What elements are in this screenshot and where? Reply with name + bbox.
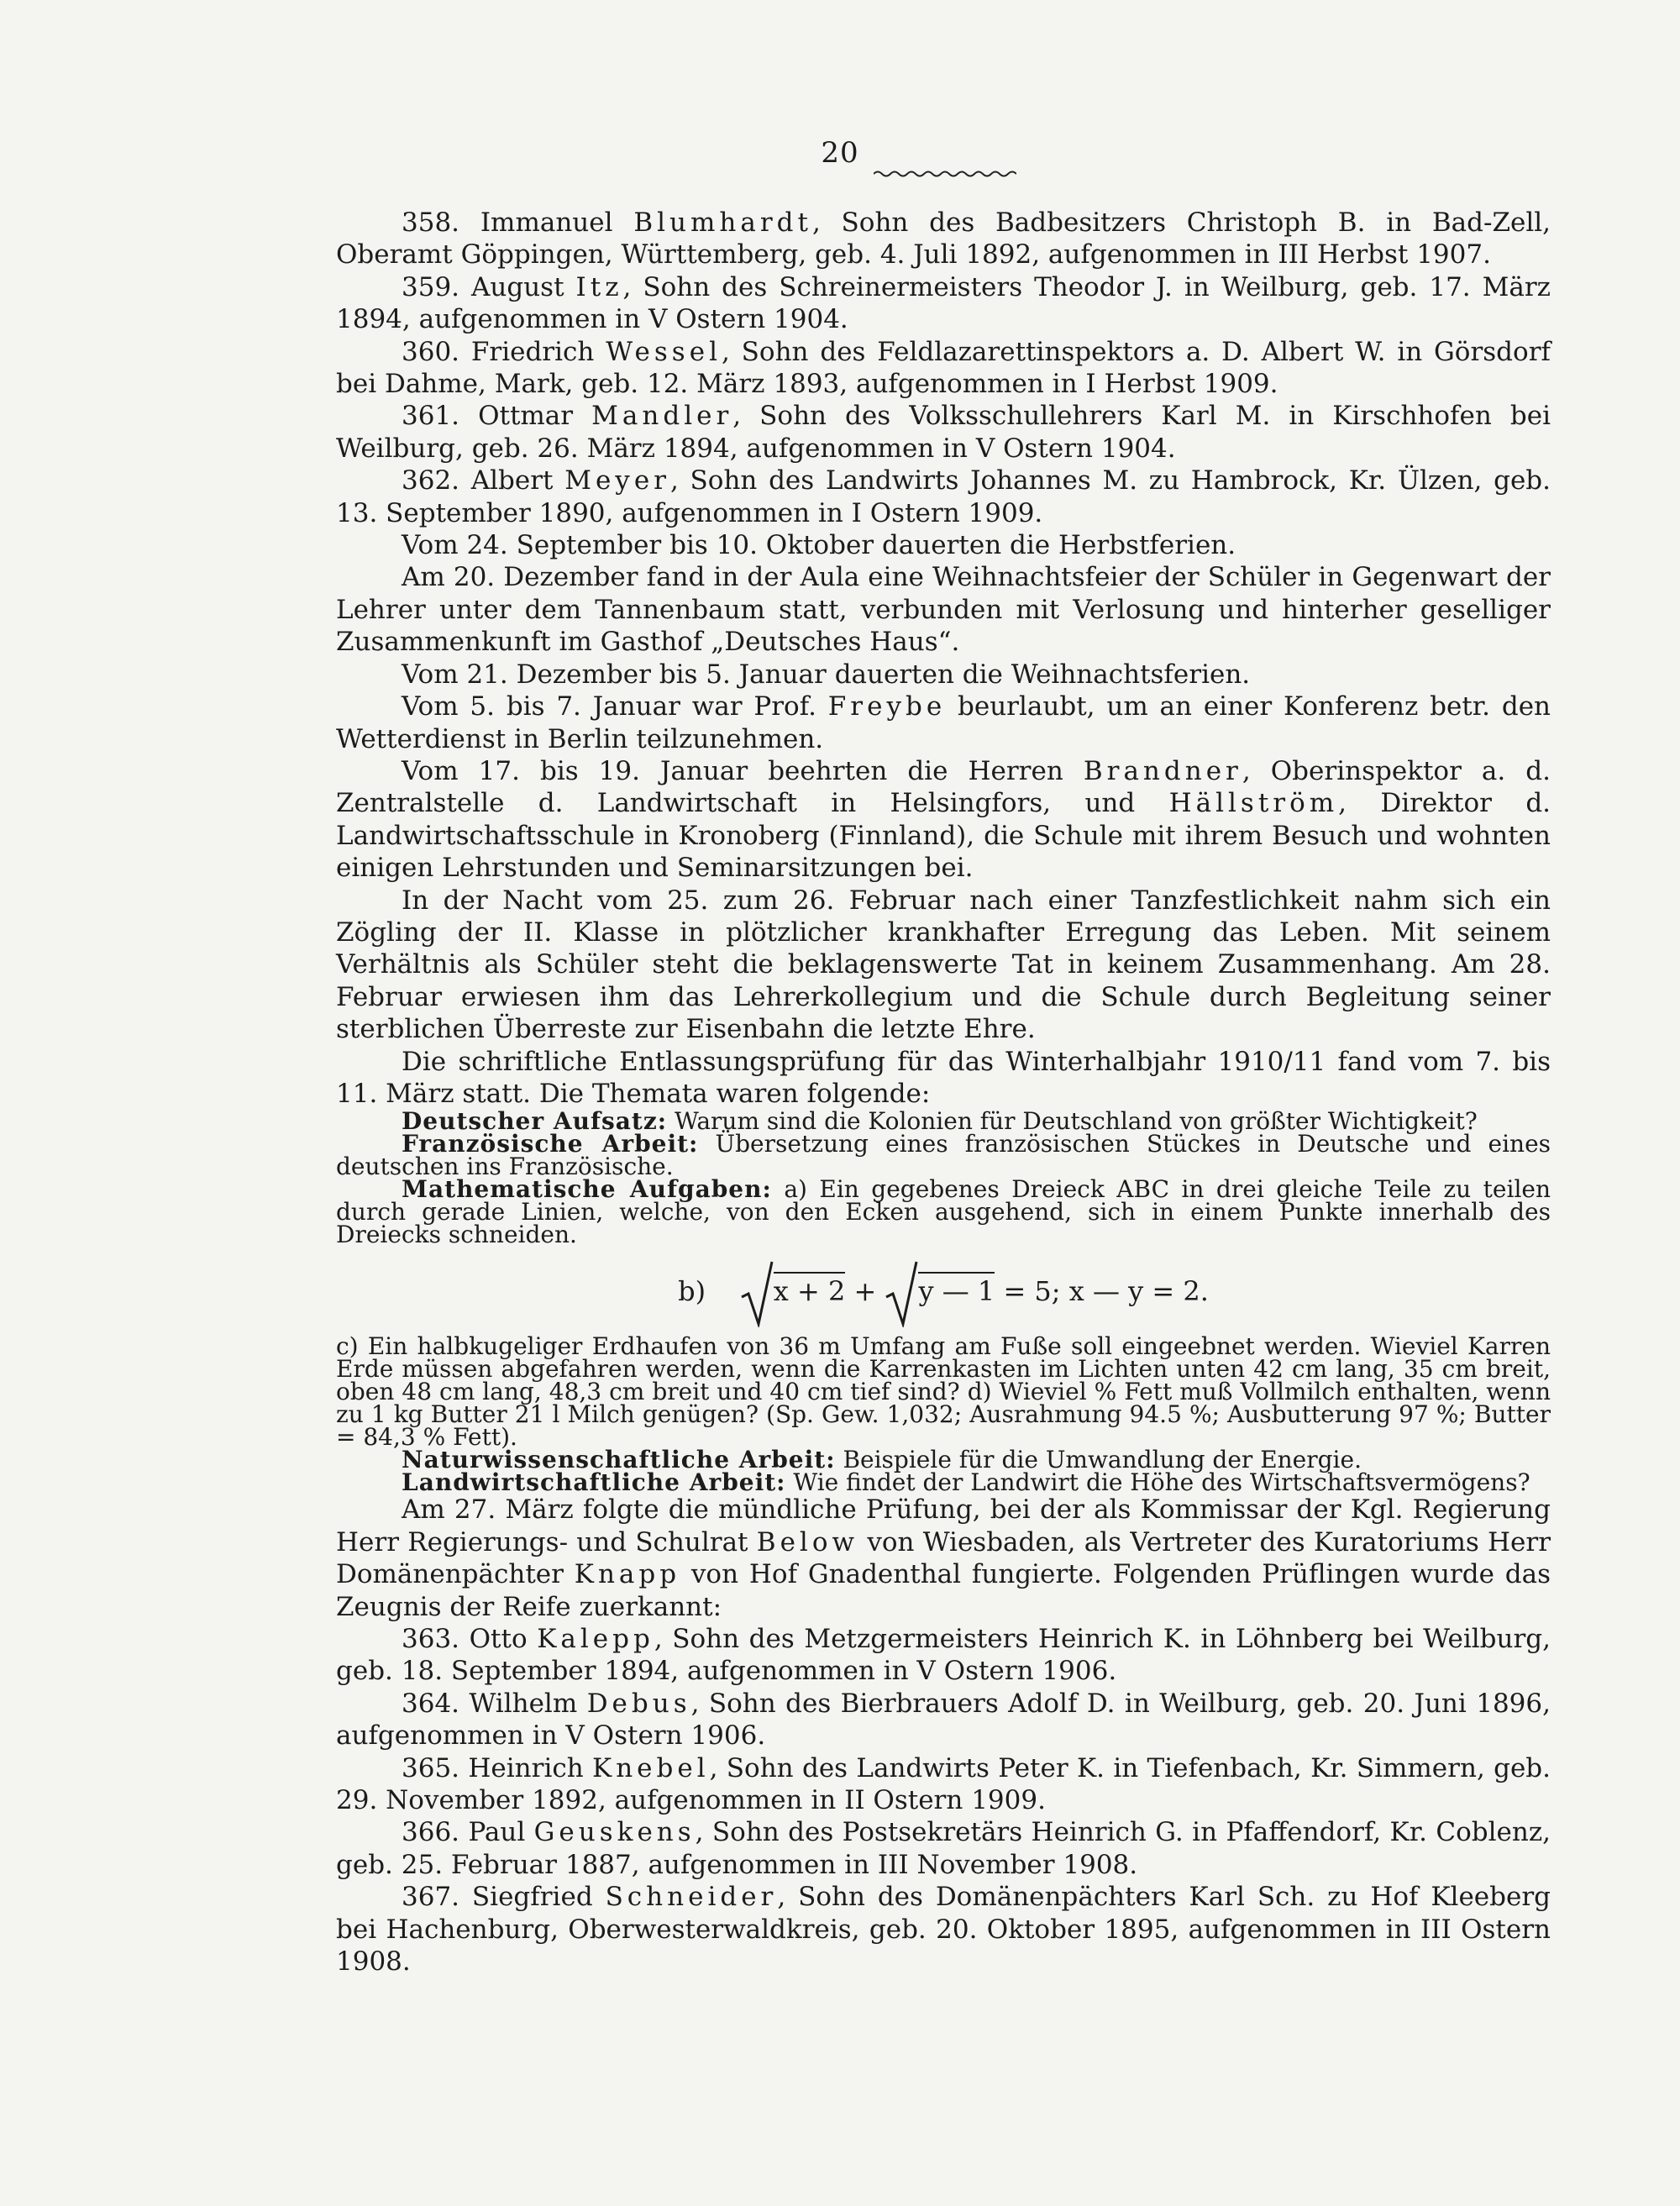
exam-topics — [336, 1107, 1551, 1497]
first-name: Ottmar — [478, 401, 574, 432]
entry-details: , Sohn des Bierbrauers Adolf D. in Weilburg, geb. 20. Juni 1896, aufgenommen in V Ostern 1906. — [336, 1688, 1551, 1752]
entry-details: , Sohn des Feldlazarettinspektors a. D. Albert W. in Görsdorf bei Dahme, Mark, geb. 12. März 1893, aufgenommen in I Herbst 1909. — [336, 336, 1551, 400]
surname: Meyer — [564, 465, 670, 496]
first-name: Paul — [468, 1817, 526, 1848]
first-name: August — [471, 271, 564, 302]
first-name: Immanuel — [480, 207, 613, 238]
text-run: Vom 5. bis 7. Januar war Prof. — [402, 691, 816, 722]
equation-label: b) — [678, 1275, 706, 1308]
surname: Wessel — [606, 336, 722, 367]
topic-heading: Deutscher Aufsatz: — [402, 1107, 668, 1136]
math-problems-cd: c) Ein halbkugeliger Erdhaufen von 36 m Umfang am Fuße soll eingeebnet werden. Wieviel Karren Erde müssen abgefahren werden, wenn die Karrenkasten im Lichten unten 42 cm lang, 35 cm breit, oben 48 cm lang, 48,3 cm breit und 40 cm tief sind? d) Wieviel % Fett muß Vollmilch enthalten, wenn zu 1 kg Butter 21 l Milch genügen? (Sp. Gew. 1,032; Ausrahmung 94.5 %; Ausbutterung 97 %; Butter = 84,3 % Fett). — [336, 1332, 1551, 1452]
chronicle-paragraph: In der Nacht vom 25. zum 26. Februar nach einer Tanzfestlichkeit nahm sich ein Zögling der II. Klasse in plötzlicher krankhafter Erregung das Leben. Mit seinem Verhältnis als Schüler steht die beklagenswerte Tat in keinem Zusammenhang. Am 28. Februar erwiesen ihm das Lehrerkollegium und die Schule durch Begleitung seiner sterblichen Überreste zur Eisenbahn die letzte Ehre. — [336, 885, 1551, 1045]
topic-text: Wie findet der Landwirt die Höhe des Wirtschaftsvermögens? — [793, 1468, 1530, 1497]
chronicle-paragraph: Die schriftliche Entlassungsprüfung für das Winterhalbjahr 1910/11 fand vom 7. bis 11. März statt. Die Themata waren folgende: — [336, 1046, 1551, 1109]
entry-details: , Sohn des Schreinermeisters Theodor J. in Weilburg, geb. 17. März 1894, aufgenommen in V Ostern 1904. — [336, 271, 1551, 335]
graduate-entry — [336, 1752, 1551, 1817]
first-name: Friedrich — [470, 336, 595, 367]
graduate-entry — [336, 1688, 1551, 1752]
entry-number: 361. — [402, 401, 460, 432]
operator: + — [853, 1275, 877, 1308]
chronicle-paragraph — [336, 691, 1551, 755]
entry-number: 363. — [402, 1624, 460, 1654]
surname: Mandler — [591, 401, 733, 432]
radical-sign-icon — [740, 1260, 774, 1327]
topic-text: Übersetzung eines französischen Stückes in Deutsche und eines deutschen ins Französische. — [336, 1130, 1551, 1181]
math-equation — [336, 1251, 1551, 1331]
entry-number: 365. — [402, 1752, 460, 1783]
first-name: Otto — [469, 1624, 528, 1654]
topic-heading: Landwirtschaftliche Arbeit: — [402, 1468, 786, 1497]
exam-topic-math — [336, 1175, 1551, 1249]
entry-details: , Sohn des Domänenpächters Karl Sch. zu Hof Kleeberg bei Hachenburg, Oberwesterwaldkreis, geb. 20. Oktober 1895, aufgenommen in III Ostern 1908. — [336, 1882, 1551, 1978]
graduate-entry — [336, 1881, 1551, 1978]
person-name: Freybe — [827, 691, 947, 722]
radical-sign-icon — [885, 1260, 918, 1327]
oral-exam-paragraph — [336, 1494, 1551, 1623]
exam-topic-agriculture — [336, 1468, 1551, 1497]
entry-number: 362. — [402, 465, 460, 496]
graduate-entry — [336, 400, 1551, 465]
surname: Knebel — [592, 1752, 710, 1783]
chronicle-paragraph: Vom 24. September bis 10. Oktober dauerten die Herbstferien. — [402, 530, 1236, 561]
first-name: Albert — [470, 465, 554, 496]
first-name: Wilhelm — [469, 1688, 578, 1719]
exam-topic-science — [336, 1446, 1551, 1474]
entry-number: 364. — [402, 1688, 460, 1719]
entry-number: 366. — [402, 1817, 460, 1848]
entry-number: 358. — [402, 207, 460, 238]
surname: Kalepp — [537, 1624, 654, 1654]
entry-details: , Sohn des Metzgermeisters Heinrich K. in Löhnberg bei Weilburg, geb. 18. September 1894, aufgenommen in V Ostern 1906. — [336, 1624, 1551, 1687]
entry-details: , Sohn des Postsekretärs Heinrich G. in Pfaffendorf, Kr. Coblenz, geb. 25. Februar 1887, aufgenommen in III November 1908. — [336, 1817, 1551, 1880]
entry-details: , Sohn des Landwirts Peter K. in Tiefenbach, Kr. Simmern, geb. 29. November 1892, aufgenommen in II Ostern 1909. — [336, 1752, 1551, 1816]
text-run: Am 27. März folgte die mündliche Prüfung, bei der als Kommissar der Kgl. Regierung Herr Regierungs- und Schulrat — [336, 1494, 1551, 1557]
topic-text: Warum sind die Kolonien für Deutschland von größter Wichtigkeit? — [674, 1107, 1478, 1136]
entry-details: , Sohn des Landwirts Johannes M. zu Hambrock, Kr. Ülzen, geb. 13. September 1890, aufgenommen in I Ostern 1909. — [336, 465, 1551, 528]
surname: Itz — [575, 271, 623, 302]
person-name: Hällström — [1168, 788, 1339, 819]
radicand: y — 1 — [918, 1272, 995, 1307]
text-run: beurlaubt, um an einer Konferenz betr. den Wetterdienst in Berlin teilzunehmen. — [336, 691, 1551, 754]
first-name: Heinrich — [468, 1752, 584, 1783]
topic-heading: Französische Arbeit: — [402, 1130, 699, 1158]
entry-number: 360. — [402, 336, 460, 367]
person-name: Knapp — [574, 1559, 681, 1590]
wavy-rule-ornament — [874, 168, 1016, 180]
exam-topic-french — [336, 1130, 1551, 1181]
equation-tail: = 5; x — y = 2. — [1003, 1275, 1209, 1308]
graduate-entry — [336, 271, 1551, 336]
surname: Schneider — [605, 1882, 778, 1913]
text-run: von Hof Gnadenthal fungierte. Folgenden Prüflingen wurde das Zeugnis der Reife zuerkannt: — [336, 1559, 1551, 1622]
radicand: x + 2 — [774, 1272, 846, 1307]
first-name: Siegfried — [471, 1882, 593, 1913]
entry-details: , Sohn des Volksschullehrers Karl M. in Kirschhofen bei Weilburg, geb. 26. März 1894, aufgenommen in V Ostern 1904. — [336, 401, 1551, 464]
page-number: 20 — [821, 136, 859, 170]
topic-text: a) Ein gegebenes Dreieck ABC in drei gleiche Teile zu teilen durch gerade Linien, welche, von den Ecken ausgehend, sich in einem Punkte innerhalb des Dreiecks schneiden. — [336, 1175, 1551, 1249]
entry-number: 359. — [402, 271, 460, 302]
chronicle-paragraph — [336, 755, 1551, 885]
text-run: , Direktor d. Landwirtschaftsschule in Kronoberg (Finnland), die Schule mit ihrem Besuch und wohnten einigen Lehrstunden und Seminarsitzungen bei. — [336, 788, 1551, 884]
body-text — [336, 207, 1551, 1978]
entry-number: 367. — [402, 1882, 460, 1913]
text-run: , Oberinspektor a. d. Zentralstelle d. Landwirtschaft in Helsingfors, und — [336, 755, 1551, 819]
person-name: Below — [756, 1526, 859, 1557]
graduate-entry — [336, 465, 1551, 529]
topic-heading: Naturwissenschaftliche Arbeit: — [402, 1446, 836, 1474]
surname: Blumhardt — [633, 207, 812, 238]
person-name: Brandner — [1083, 755, 1242, 786]
surname: Geuskens — [533, 1817, 696, 1848]
graduate-entry — [336, 336, 1551, 401]
graduate-entry — [336, 1816, 1551, 1881]
text-run: von Wiesbaden, als Vertreter des Kuratoriums Herr Domänenpächter — [336, 1526, 1551, 1590]
graduate-entry — [336, 1623, 1551, 1688]
chronicle-paragraph: Am 20. Dezember fand in der Aula eine Weihnachtsfeier der Schüler in Gegenwart der Lehrer unter dem Tannenbaum statt, verbunden mit Verlosung und hinterher geselliger Zusammenkunft im Gasthof „Deutsches Haus“. — [336, 562, 1551, 658]
text-run: Vom 17. bis 19. Januar beehrten die Herren — [402, 755, 1063, 786]
surname: Debus — [586, 1688, 691, 1719]
topic-heading: Mathematische Aufgaben: — [402, 1175, 772, 1204]
chronicle-paragraph: Vom 21. Dezember bis 5. Januar dauerten die Weihnachtsferien. — [402, 659, 1251, 690]
topic-text: Beispiele für die Umwandlung der Energie. — [843, 1446, 1362, 1474]
entry-details: , Sohn des Badbesitzers Christoph B. in Bad-Zell, Oberamt Göppingen, Württemberg, geb. 4. Juli 1892, aufgenommen in III Herbst 1907. — [336, 207, 1551, 270]
graduate-entry — [336, 207, 1551, 271]
